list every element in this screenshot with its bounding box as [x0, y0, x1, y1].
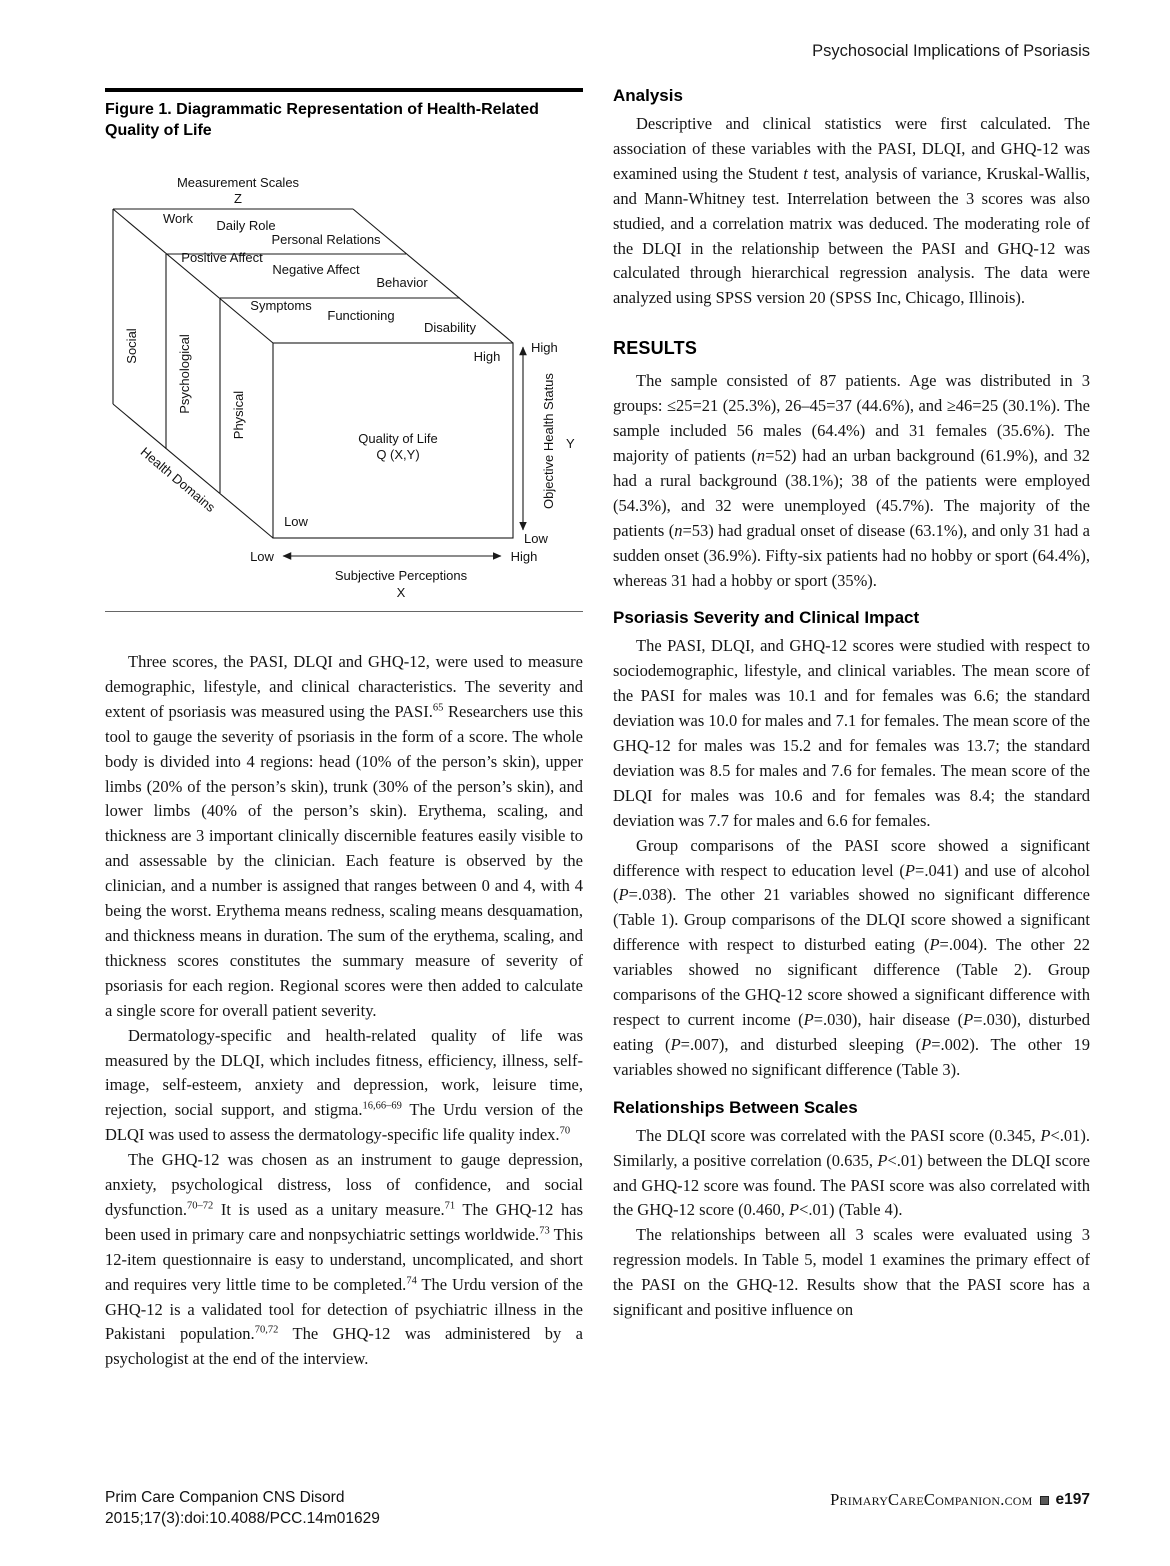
figure-title: Figure 1. Diagrammatic Representation of Health-Related Quality of Life — [105, 101, 539, 139]
heading-analysis: Analysis — [613, 86, 683, 105]
scale-label-behavior: Behavior — [376, 275, 428, 290]
footer-journal-info — [105, 1487, 380, 1529]
domain-label-physical: Physical — [231, 390, 246, 440]
running-head: Psychosocial Implications of Psoriasis — [812, 42, 1090, 60]
paragraph-regression-models: The relationships between all 3 scales were evaluated using 3 regression models. In Table 5, model 1 examines the primary effect of the PASI on the GHQ-12. Results show that the PASI score has a significant and positive influence on — [613, 1225, 1090, 1320]
subjective-perceptions-label: Subjective Perceptions — [334, 568, 468, 583]
figure-1 — [105, 88, 583, 612]
footer-journal-name: Prim Care Companion CNS Disord — [105, 1489, 345, 1506]
front-high-label: High — [473, 349, 501, 364]
heading-results: RESULTS — [613, 338, 698, 359]
qol-label: Quality of Life — [358, 431, 438, 446]
footer-site-page — [830, 1490, 1090, 1510]
z-axis-label: Z — [234, 191, 242, 206]
health-domains-label: Health Domains — [137, 444, 219, 516]
paragraph-dlqi-description: Dermatology-specific and health-related quality of life was measured by the DLQI, which includes fitness, efficiency, illness, self-image, self-esteem, anxiety and depression, work, leisure time, rejection, social support, and stigma.$^{16,66-69}$ The Urdu version of the DLQI was used to assess the dermatology-specific life quality index.$^{70}$ — [105, 1025, 583, 1145]
y-low-label: Low — [524, 531, 548, 546]
scale-label-positive-affect: Positive Affect — [181, 250, 263, 265]
cube-bottom-left-edge — [113, 404, 273, 538]
scale-label-functioning: Functioning — [327, 308, 395, 323]
paragraph-sample: The sample consisted of 87 patients. Age was distributed in 3 groups: ≤25=21 (25.3%), 26–45=37 (44.6%), and ≥46=25 (30.1%). The sample included 56 males (64.4%) and 31 females (35.6%). The majority of patients (n=52) had an urban background (61.9%), and 32 had a rural background (38.1%); 38 of the patients were employed (54.3%), and 32 were unemployed (45.7%). The majority of the patients (n=53) had gradual onset of disease (63.1%), and only 31 had a sudden onset (36.9%). Fifty-six patients had no hobby or sport (64.4%), whereas 31 had a hobby or sport (35%). — [613, 371, 1090, 590]
y-axis-letter: Y — [566, 436, 575, 451]
paragraph-correlations: The DLQI score was correlated with the PASI score (0.345, P<.01). Similarly, a positive correlation (0.635, P<.01) between the DLQI score and GHQ-12 score was found. The PASI score was also correlated with the GHQ-12 score (0.460, P<.01) (Table 4). — [613, 1125, 1090, 1220]
footer-page-number: e197 — [1055, 1491, 1090, 1508]
measurement-scales-label: Measurement Scales — [176, 175, 300, 190]
left-column — [105, 88, 583, 1372]
scale-label-daily-role: Daily Role — [216, 218, 276, 233]
x-high-label: High — [510, 549, 538, 564]
paragraph-analysis: Descriptive and clinical statistics were first calculated. The association of these variables with the PASI, DLQI, and GHQ-12 was examined using the Student t test, analysis of variance, Kruskal-Wallis, and Mann-Whitney test. Interrelation between the 3 scores was also studied, and a correlation matrix was deduced. The moderating role of the DLQI in the relationship between the PASI and GHQ-12 was calculated through hierarchical regression analysis. The data were analyzed using SPSS version 20 (SPSS Inc, Chicago, Illinois). — [613, 114, 1090, 308]
scale-label-disability: Disability — [423, 320, 477, 335]
scale-label-work: Work — [162, 211, 194, 226]
x-axis-letter: X — [396, 585, 406, 600]
qol-sub-label: Q (X,Y) — [376, 447, 420, 462]
hrqol-diagram — [105, 153, 583, 605]
scale-label-negative-affect: Negative Affect — [272, 262, 360, 277]
paragraph-ghq-description: The GHQ-12 was chosen as an instrument to gauge depression, anxiety, psychological distress, loss of confidence, and social dysfunction.$^{70-72}$ It is used as a unitary measure.$^{71}$ The GHQ-12 has been used in primary care and nonpsychiatric settings worldwide.$^{73}$ This 12-item questionnaire is easy to understand, uncomplicated, and short and requires very little time to be completed.$^{74}$ The Urdu version of the GHQ-12 is a validated tool for detection of psychiatric illness in the Pakistani population.$^{70,72}$ The GHQ-12 was administered by a psychologist at the end of the interview. — [105, 1150, 583, 1369]
x-low-label: Low — [250, 549, 274, 564]
scale-label-symptoms: Symptoms — [250, 298, 312, 313]
footer-doi: 2015;17(3):doi:10.4088/PCC.14m01629 — [105, 1510, 380, 1527]
scale-label-personal-relations: Personal Relations — [271, 232, 381, 247]
domain-label-social: Social — [124, 328, 139, 364]
paragraph-group-comparisons: Group comparisons of the PASI score showed a significant difference with respect to education level (P=.041) and use of alcohol (P=.038). The other 21 variables showed no significant difference (Table 1). Group comparisons of the DLQI score showed a significant difference with respect to disturbed eating (P=.004). The other 22 variables showed no significant difference (Table 2). Group comparisons of the GHQ-12 score showed a significant difference with respect to current income (P=.030), hair disease (P=.030), disturbed eating (P=.007), and disturbed sleeping (P=.002). The other 19 variables showed no significant difference (Table 3). — [613, 835, 1091, 1079]
objective-health-status-label: Objective Health Status — [541, 373, 556, 509]
y-high-label: High — [531, 340, 558, 355]
right-column — [613, 84, 1090, 1323]
paragraph-pasi-description: Three scores, the PASI, DLQI and GHQ-12, were used to measure demographic, lifestyle, and clinical characteristics. The severity and extent of psoriasis was measured using the PASI.$^{65}$ Researchers use this tool to gauge the severity of psoriasis in the form of a score. The whole body is divided into 4 regions: head (10% of the person’s skin), upper limbs (20% of the person’s skin), trunk (30% of the person’s skin), and lower limbs (40% of the person’s skin). Erythema, scaling, and thickness are 3 important clinically discernible features easily visible to and assessable by the clinician. Each feature is observed by the clinician, and a number is assigned that ranges between 0 and 4, with 4 being the worst. Erythema means redness, scaling means desquamation, and thickness means in duration. The sum of the erythema, scaling, and thickness scores constitutes the summary measure of severity of psoriasis for each region. Regional scores were then added to calculate a single score for overall patient severity. — [105, 652, 583, 1020]
front-low-label: Low — [284, 514, 308, 529]
footer-square-icon — [1040, 1496, 1049, 1505]
heading-relationships-between-scales: Relationships Between Scales — [613, 1097, 858, 1117]
paragraph-scores-means: The PASI, DLQI, and GHQ-12 scores were studied with respect to sociodemographic, lifestyle, and clinical variables. The mean score of the PASI for males was 10.1 and for females was 6.6; the standard deviation was 10.0 for males and 7.1 for females. The mean score of the GHQ-12 for males was 15.2 and for females was 13.7; the standard deviation was 8.5 for males and 7.6 for females. The mean score of the DLQI for males was 10.6 and for females was 8.4; the standard deviation was 7.7 for males and 6.6 for females. — [613, 636, 1090, 830]
footer-site-name: PrimaryCareCompanion.com — [830, 1490, 1033, 1509]
heading-severity-clinical-impact: Psoriasis Severity and Clinical Impact — [613, 608, 920, 628]
domain-label-psychological: Psychological — [177, 334, 192, 414]
